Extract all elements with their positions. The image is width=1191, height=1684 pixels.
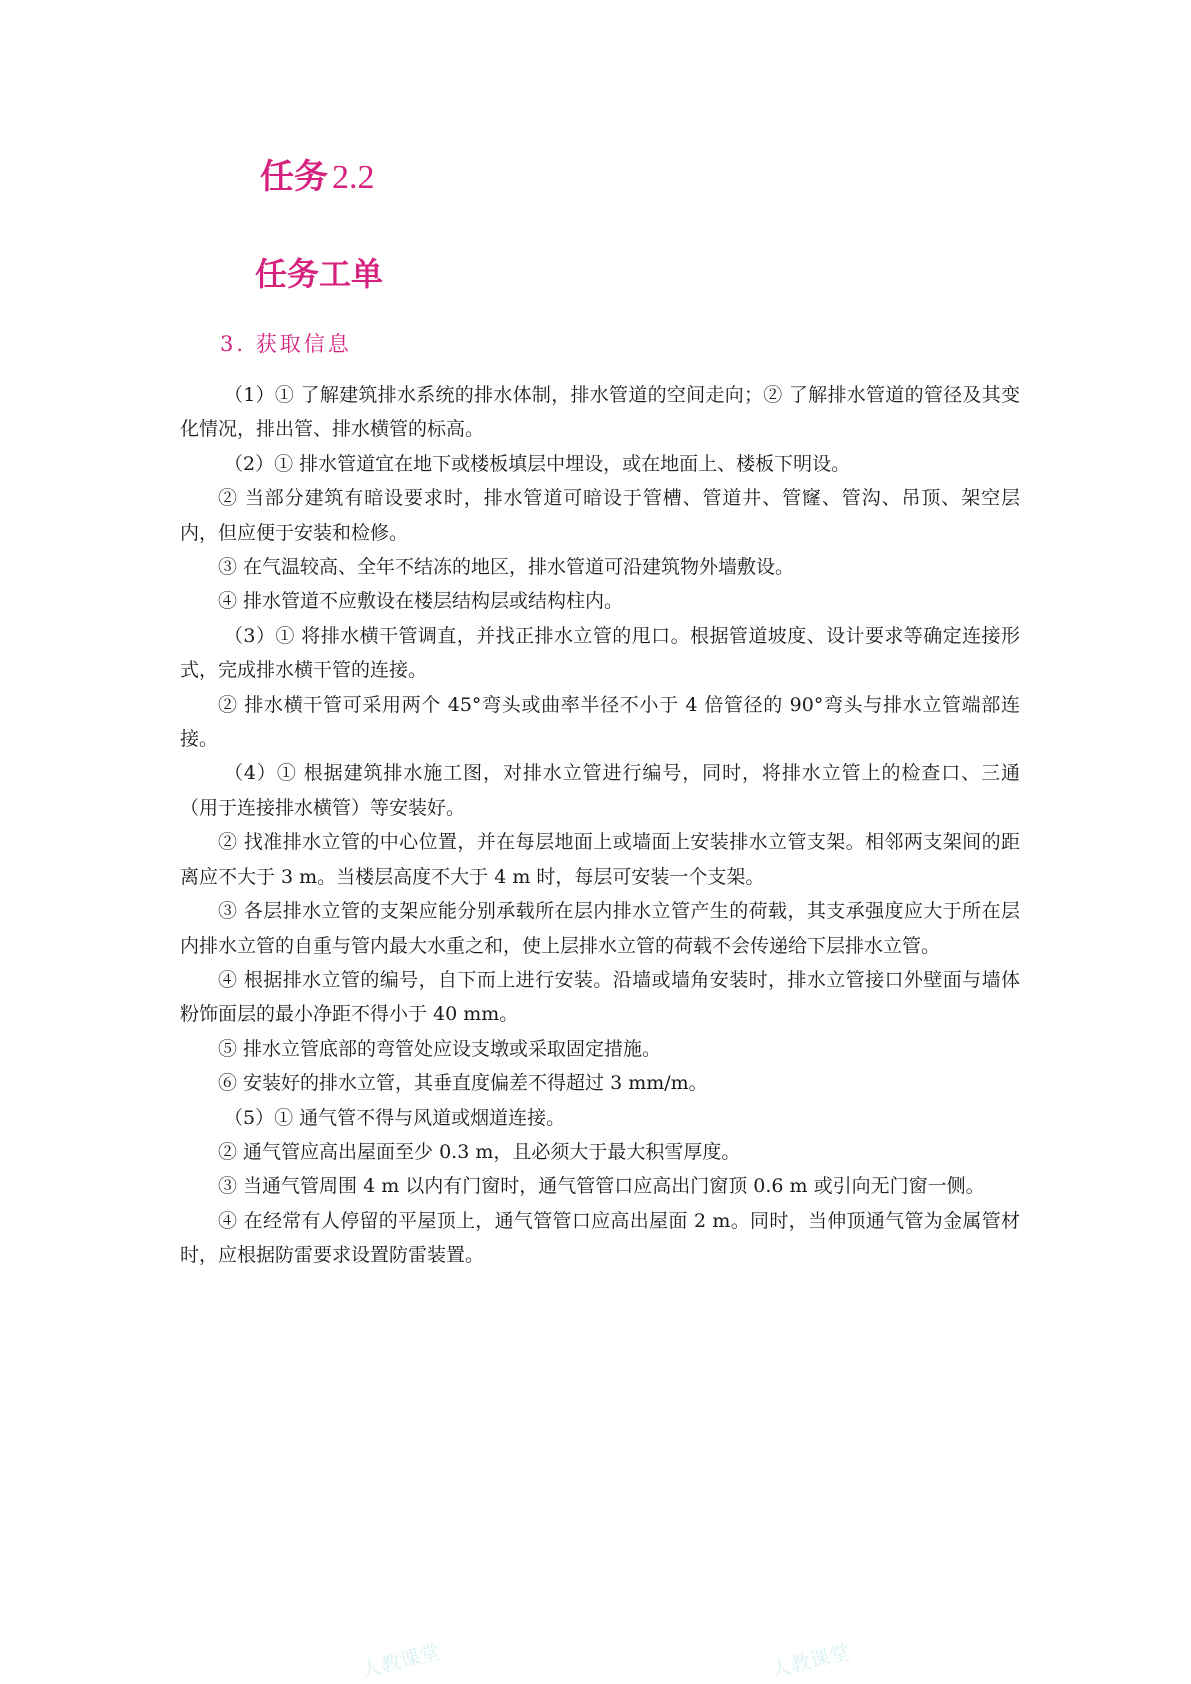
task-number-heading: [260, 155, 375, 200]
section-title: 3. 获取信息: [220, 332, 352, 356]
paragraph: ③ 当通气管周围 4 m 以内有门窗时，通气管管口应高出门窗顶 0.6 m 或引向无门窗一侧。: [218, 1175, 985, 1198]
paragraph: （2）① 排水管道宜在地下或楼板填层中埋设，或在地面上、楼板下明设。: [224, 452, 851, 475]
paragraph: ③ 在气温较高、全年不结冻的地区，排水管道可沿建筑物外墙敷设。: [218, 556, 795, 579]
paragraph: ④ 根据排水立管的编号，自下而上进行安装。沿墙或墙角安装时，排水立管接口外壁面与墙体粉饰面层的最小净距不得小于 40 mm。: [180, 968, 1020, 1026]
paragraph: ⑤ 排水立管底部的弯管处应设支墩或采取固定措施。: [218, 1037, 662, 1060]
paragraph: ③ 各层排水立管的支架应能分别承载所在层内排水立管产生的荷载，其支承强度应大于所在层内排水立管的自重与管内最大水重之和，使上层排水立管的荷载不会传递给下层排水立管。: [180, 900, 1020, 957]
body-content: [180, 378, 1020, 1273]
task-keyword: 任务: [260, 157, 328, 197]
paragraph: ④ 在经常有人停留的平屋顶上，通气管管口应高出屋面 2 m。同时，当伸顶通气管为金属管材时，应根据防雷要求设置防雷装置。: [180, 1209, 1020, 1267]
paragraph: ④ 排水管道不应敷设在楼层结构层或结构柱内。: [218, 590, 624, 613]
paragraph: （4）① 根据建筑排水施工图，对排水立管进行编号，同时，将排水立管上的检查口、三通（用于连接排水横管）等安装好。: [180, 762, 1020, 819]
paragraph: ⑥ 安装好的排水立管，其垂直度偏差不得超过 3 mm/m。: [218, 1072, 708, 1095]
paragraph: ② 找准排水立管的中心位置，并在每层地面上或墙面上安装排水立管支架。相邻两支架间的距离应不大于 3 m。当楼层高度不大于 4 m 时，每层可安装一个支架。: [180, 831, 1020, 888]
paragraph: ② 当部分建筑有暗设要求时，排水管道可暗设于管槽、管道井、管窿、管沟、吊顶、架空层内，但应便于安装和检修。: [180, 487, 1020, 544]
watermark: 人教课堂: [358, 1639, 443, 1683]
paragraph: （3）① 将排水横干管调直，并找正排水立管的甩口。根据管道坡度、设计要求等确定连接形式，完成排水横干管的连接。: [180, 624, 1020, 682]
paragraph: （5）① 通气管不得与风道或烟道连接。: [224, 1106, 566, 1129]
task-title: 任务工单: [255, 255, 384, 293]
paragraph: （1）① 了解建筑排水系统的排水体制，排水管道的空间走向；② 了解排水管道的管径及其变化情况，排出管、排水横管的标高。: [180, 384, 1020, 441]
task-number: 2.2: [332, 159, 375, 196]
paragraph: ② 排水横干管可采用两个 45°弯头或曲率半径不小于 4 倍管径的 90°弯头与排水立管端部连接。: [180, 693, 1020, 751]
watermark: 人教课堂: [768, 1639, 853, 1683]
paragraph: ② 通气管应高出屋面至少 0.3 m，且必须大于最大积雪厚度。: [218, 1140, 741, 1163]
